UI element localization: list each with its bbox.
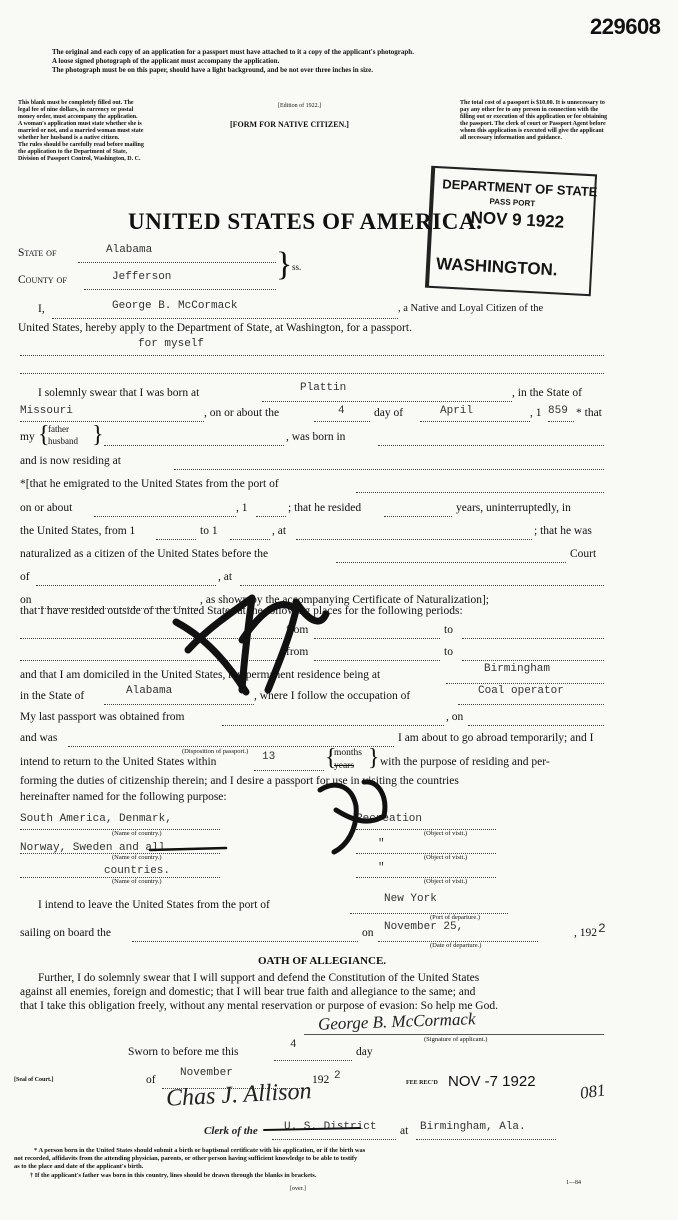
form-type-label: [FORM FOR NATIVE CITIZEN.] (230, 120, 349, 129)
hereinafter-label: hereinafter named for the following purpose: (20, 791, 227, 803)
for-whom-value: for myself (138, 338, 205, 350)
court-value: U. S. District (284, 1121, 377, 1133)
leave-port-label: I intend to leave the United States from the port of (38, 899, 270, 911)
last-passport-label: My last passport was obtained from (20, 711, 185, 723)
left-note-1: This blank must be completely filled out. The legal fee of nine dollars, in currency or postal money order, must accompany the application. (18, 100, 138, 120)
on-3-label: on (362, 927, 374, 939)
oath-text-3: that I take this obligation freely, without any mental reservation or purpose of evasion: So help me God. (20, 1000, 498, 1012)
shown-by-label: , as shown by the accompanying Certificate of Naturalization]; (200, 594, 489, 606)
sailing-year-value: 2 (598, 921, 606, 936)
resided-label: ; that he resided (288, 502, 362, 514)
oath-text-1: Further, I do solemnly swear that I will support and defend the Constitution of the United States (38, 972, 480, 984)
at-2-label: , at (218, 571, 233, 583)
birth-month-value: April (440, 405, 474, 417)
swear-born-label: I solemnly swear that I was born at (38, 387, 200, 399)
ss-brace: } (276, 246, 293, 283)
county-value: Jefferson (112, 271, 172, 283)
right-notes: The total cost of a passport is $10.00. It is unnecessary to pay any other fee to any person in connection with the filling out or execution of this application or for obtaining the passport. The clerk of court or Passport Agent before whom this application is executed will give the applicant all necessary information and guidance. (460, 100, 608, 141)
from-2-label: from (286, 646, 309, 658)
with-purpose-label: with the purpose of residing and per- (380, 756, 550, 768)
in-state-of-2-label: in the State of (20, 690, 85, 702)
clerk-of-the-label: Clerk of the (204, 1125, 258, 1137)
object-caption-2: (Object of visit.) (424, 854, 468, 861)
court-place-value: Birmingham, Ala. (420, 1121, 526, 1133)
sworn-year-value: 2 (334, 1070, 341, 1082)
father-option: father (48, 424, 69, 434)
at-label: , at (272, 525, 287, 537)
oath-title: OATH OF ALLEGIANCE. (258, 955, 387, 967)
was-born-in-label: , was born in (286, 431, 346, 443)
where-follow-label: , where I follow the occupation of (254, 690, 411, 702)
resided-outside-label: that I have resided outside of the United States at the following places for the following periods: (20, 605, 463, 617)
left-notes (18, 100, 144, 163)
in-state-of-label: , in the State of (512, 387, 582, 399)
sworn-month-value: November (180, 1067, 233, 1079)
country-caption-2: (Name of country.) (112, 854, 162, 861)
from-1-label: from (286, 624, 309, 636)
object-caption-3: (Object of visit.) (424, 878, 468, 885)
months-option: months (334, 748, 362, 758)
to-one-label: to 1 (200, 525, 218, 537)
stamp-city: WASHINGTON. (435, 254, 559, 280)
residence-city-value: Birmingham (484, 663, 551, 675)
stamp-line-1: DEPARTMENT OF STATE (441, 176, 598, 200)
fee-number-value: 081 (578, 1080, 607, 1103)
object-caption-1: (Object of visit.) (424, 830, 468, 837)
form-code: 1—84 (566, 1180, 581, 1186)
document-number: 229608 (590, 14, 661, 39)
countries-line-3: countries. (104, 865, 171, 877)
sworn-day-value: 4 (290, 1039, 297, 1051)
edition-label: [Edition of 1922.] (278, 103, 322, 109)
port-departure-value: New York (384, 893, 437, 905)
comma-one-label: , 1 (530, 407, 542, 419)
top-notice-line-1: The original and each copy of an application for a passport must have attached to it a copy of the applicant's photograph. (52, 48, 414, 56)
left-note-3: The rules should be carefully read before mailing the application to the Department of State, Division of Passport Control, Washington, D. C. (18, 142, 144, 162)
that-label: * that (576, 407, 602, 419)
county-of-label: County of (18, 274, 67, 286)
applicant-signature: George B. McCormack (317, 1009, 476, 1034)
on-label: on (20, 594, 32, 606)
footnote-2: not recorded, affidavits from the attending physician, parents, or other person having sufficient knowledge to be able to testify (14, 1155, 358, 1162)
at-3-label: at (400, 1125, 409, 1137)
countries-line-2: Norway, Sweden and all (20, 842, 166, 854)
birth-year-value: 859 (548, 405, 568, 417)
footnote-3: as to the place and date of the applicant's birth. (14, 1163, 144, 1170)
sailing-label: sailing on board the (20, 927, 112, 939)
footnote-1: * A person born in the United States should submit a birth or baptismal certificate with his application, or if the birth was (34, 1147, 366, 1154)
to-2-label: to (444, 646, 453, 658)
seal-of-court-label: [Seal of Court.] (14, 1077, 54, 1083)
years-label: years, uninterruptedly, in (456, 502, 571, 514)
that-he-was-label: ; that he was (534, 525, 592, 537)
domiciled-label: and that I am domiciled in the United States, my permanent residence being at (20, 669, 381, 681)
countries-line-1: South America, Denmark, (20, 813, 172, 825)
court-label: Court (570, 548, 597, 560)
on-2-label: , on (446, 711, 464, 723)
performing-label: forming the duties of citizenship therein; and I desire a passport for use in visiting the countries (20, 775, 459, 787)
passport-application-page: 229608 The original and each copy of an application for a passport must have attached to it a copy of the applicant's photograph. A loose signed photograph of the applicant must accompany the application. The photograph must be on this paper, should have a light background, and be not over three inches in size. This blank must be completely filled out. The legal fee of nine dollars, in currency or postal money order, must accompany the application. A woman's application must state whether she is married or not, and a married woman must state whether her husband is a native citizen. The rules should be carefully read before mailing the application to the Department of State, Division of Passport Control, Washington, D. C. [Edition of 1922.] [FORM FOR NATIVE CITIZEN.] The total cost of a passport is $10.00. It is unnecessary to pay any other fee to any person in connection with the filling out or execution of this application or for obtaining the passport. The clerk of court or Passport Agent before whom this application is executed will give the applicant all necessary information and guidance. DEPARTMENT OF STATE PASS PORT NOV 9 1922 WASHINGTON. UNITED STATES OF AMERICA. State of Alabama County of Jefferson } ss. I, George B. McCormack , a Native and Loyal Citizen of the United States, hereby apply to the Department of State, at Washington, for a passport. for myself I solemnly swear that I was born at Plattin , in the State of Missouri , on or about the 4 day of April , 1 859 * that my { father husband } , was born in and is now residing at *[that he emigrated to the United States from the port of on or about , 1 ; that he resided years, uninterruptedly, in the United States, from 1 to 1 , at ; that he was naturalized as a citizen of the United States before the Court of , at on , as shown by the accompanying Certificate of Naturalization]; that I have resided outside of the United States at the following places for the following periods: from to from to and that I am domiciled in the United States, my permanent residence being at Birmingham in the State of Alabama , where I follow the occupation of Coal operator My last passport was obtained from , on and was I am about to go abroad temporarily; and I (Disposition of passport.) intend to return to the United States within 13 { months years } with the purpose of residing and per- forming the duties of citizenship therein; and I desire a passport for use in visiting the countries hereinafter named for the following purpose: South America, Denmark, (Name of country.) Recreation (Object of visit.) Norway, Sweden and all (Name of country.) " (Object of visit.) countries. (Name of country.) " (Object of visit.) I intend to leave the United States from the port of New York (Port of departure.) sailing on board the on November 25, , 192 2 (Date of departure.) OATH OF ALLEGIANCE. Further, I do solemnly swear that I will support and defend the Constitution of the United States against all enemies, foreign and domestic; that I will bear true faith and allegiance to the same; and that I take this obligation freely, without any mental reservation or purpose of evasion: So help me God. George B. McCormack (Signature of applicant.) Sworn to before me this 4 day [Seal of Court.] of November 192 2 FEE REC'D NOV -7 1922 081 Chas J. Allison Clerk of the U. S. District at Birmingham, Ala. * A person born in the United States should submit a birth or baptismal certificate with his application, or if the birth was not recorded, affidavits from the attending physician, parents, or other person having sufficient knowledge to be able to testify as to the place and date of the applicant's birth. † If the applicant's father was born in this country, lines should be drawn through the blanks in brackets. 1—84 [over.] (0, 0, 678, 1220)
country-caption-3: (Name of country.) (112, 878, 162, 885)
us-from-label: the United States, from 1 (20, 525, 136, 537)
about-abroad-label: I am about to go abroad temporarily; and I (398, 732, 594, 744)
us-apply-text: United States, hereby apply to the Department of State, at Washington, for a passport. (18, 322, 412, 334)
left-note-2: A woman's application must state whether she is married or not, and a married woman must state whether her husband is a native citizen. (18, 121, 144, 141)
my-label: my (20, 431, 35, 443)
on-or-about-label: , on or about the (204, 407, 280, 419)
year-192-label: 192 (312, 1074, 330, 1086)
state-value: Alabama (106, 244, 153, 256)
date-caption: (Date of departure.) (430, 942, 482, 949)
years-option: years (334, 761, 355, 771)
object-line-1: Recreation (356, 813, 423, 825)
applicant-name-value: George B. McCormack (112, 300, 238, 312)
of-2-label: of (146, 1074, 156, 1086)
signature-caption: (Signature of applicant.) (424, 1036, 488, 1043)
top-notice-line-3: The photograph must be on this paper, should have a light background, and be not over three inches in size. (52, 66, 374, 74)
birthplace-value: Plattin (300, 382, 347, 394)
fee-received-label: FEE REC'D (406, 1080, 438, 1086)
stamp-date: NOV 9 1922 (470, 207, 565, 232)
of-label: of (20, 571, 30, 583)
top-notice-line-2: A loose signed photograph of the applicant must accompany the application. (52, 57, 280, 65)
husband-option: husband (48, 436, 78, 446)
fee-date-value: NOV -7 1922 (448, 1073, 536, 1090)
over-label: [over.] (290, 1186, 306, 1192)
occupation-value: Coal operator (478, 685, 564, 697)
document-title: UNITED STATES OF AMERICA. (128, 209, 483, 234)
object-line-3: " (378, 862, 385, 874)
i-label: I, (38, 303, 45, 315)
to-1-label: to (444, 624, 453, 636)
ss-label: ss. (292, 262, 302, 272)
birth-state-value: Missouri (20, 405, 73, 417)
naturalized-label: naturalized as a citizen of the United States before the (20, 548, 269, 560)
disposition-caption: (Disposition of passport.) (182, 748, 249, 755)
port-caption: (Port of departure.) (430, 914, 480, 921)
country-caption-1: (Name of country.) (112, 830, 162, 837)
intend-return-label: intend to return to the United States within (20, 756, 217, 768)
clerk-signature: Chas J. Allison (165, 1078, 313, 1112)
sailing-date-value: November 25, (384, 921, 464, 933)
footnote-4: † If the applicant's father was born in this country, lines should be drawn through the blanks in brackets. (30, 1172, 317, 1179)
return-within-value: 13 (262, 751, 276, 763)
emigrated-label: *[that he emigrated to the United States from the port of (20, 478, 279, 490)
day-of-label: day of (374, 407, 404, 419)
object-line-2: " (378, 838, 385, 850)
and-was-label: and was (20, 732, 58, 744)
comma-one-2-label: , 1 (236, 502, 248, 514)
on-or-about-2-label: on or about (20, 502, 73, 514)
stamp-line-2: PASS PORT (489, 196, 536, 209)
native-citizen-label: , a Native and Loyal Citizen of the (398, 303, 544, 314)
birth-day-value: 4 (338, 405, 345, 417)
now-residing-label: and is now residing at (20, 455, 121, 467)
oath-text-2: against all enemies, foreign and domestic; that I will bear true faith and allegiance to the same; and (20, 986, 476, 998)
sworn-label: Sworn to before me this (128, 1046, 239, 1058)
residence-state-value: Alabama (126, 685, 173, 697)
state-of-label: State of (18, 247, 57, 259)
day-label: day (356, 1046, 373, 1058)
year-prefix-label: , 192 (574, 927, 597, 939)
